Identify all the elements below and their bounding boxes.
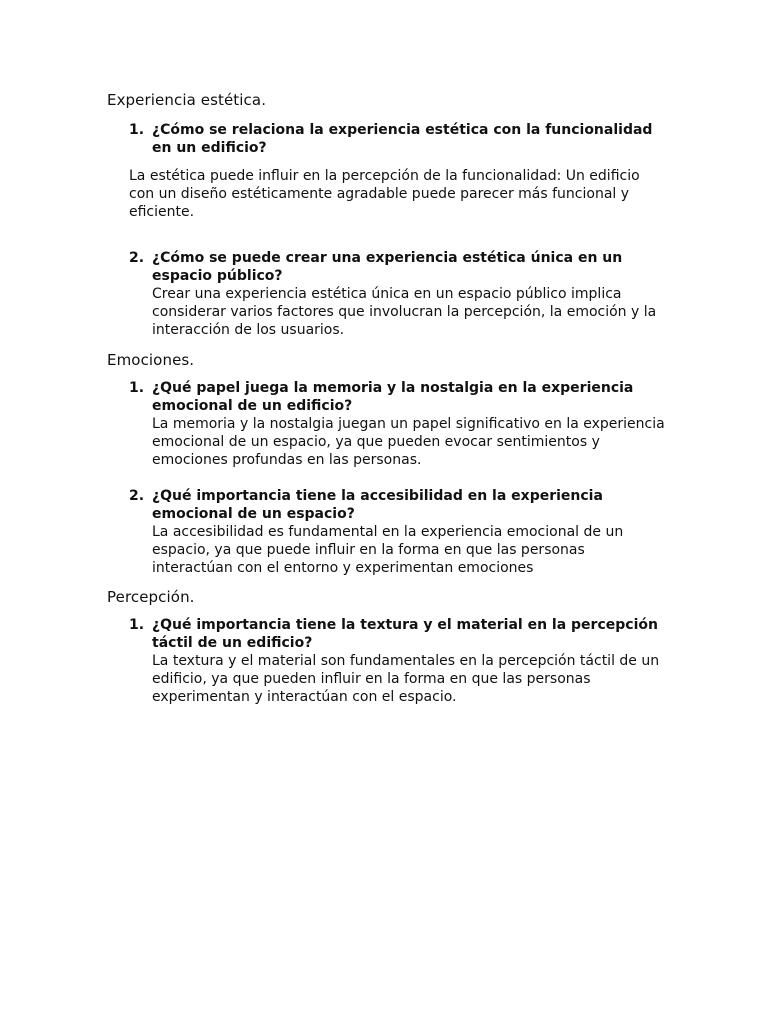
question-text: ¿Qué importancia tiene la accesibilidad en la experiencia emocional de un espacio? (152, 488, 603, 522)
answer-text: La textura y el material son fundamentales en la percepción táctil de un edificio, ya que pueden influir en la forma en que las personas experimentan y interactúan con el espacio. (152, 653, 660, 705)
answer-text: La memoria y la nostalgia juegan un papel significativo en la experiencia emocional de un espacio, ya que pueden evocar sentimientos y emociones profundas en las personas. (152, 416, 665, 468)
question-list (107, 379, 667, 577)
question-number: 2. (129, 488, 145, 504)
question-item (107, 616, 667, 706)
section-heading-percepcion: Percepción. (107, 588, 195, 606)
answer-text: La estética puede influir en la percepción de la funcionalidad: Un edificio con un diseño estéticamente agradable puede parecer más funcional y eficiente. (129, 168, 640, 220)
answer-text: La accesibilidad es fundamental en la experiencia emocional de un espacio, ya que puede influir en la forma en que las personas interactúan con el entorno y experimentan emociones (152, 524, 624, 576)
question-number: 1. (129, 122, 145, 138)
section-heading-emociones: Emociones. (107, 351, 195, 369)
question-item (107, 487, 667, 577)
question-text: ¿Cómo se puede crear una experiencia estética única en un espacio público? (152, 250, 623, 284)
question-item (107, 249, 667, 339)
answer-text: Crear una experiencia estética única en un espacio público implica considerar varios factores que involucran la percepción, la emoción y la interacción de los usuarios. (152, 286, 657, 338)
question-list (107, 616, 667, 706)
question-item (107, 121, 667, 221)
question-number: 2. (129, 250, 145, 266)
question-list (107, 121, 667, 339)
question-text: ¿Qué importancia tiene la textura y el material en la percepción táctil de un edificio? (152, 617, 658, 651)
question-text: ¿Qué papel juega la memoria y la nostalgia en la experiencia emocional de un edificio? (152, 380, 634, 414)
document-page (107, 90, 667, 706)
question-number: 1. (129, 617, 145, 633)
question-item (107, 379, 667, 469)
question-text: ¿Cómo se relaciona la experiencia estética con la funcionalidad en un edificio? (152, 122, 653, 156)
question-number: 1. (129, 380, 145, 396)
section-heading-experiencia-estetica: Experiencia estética. (107, 91, 267, 109)
